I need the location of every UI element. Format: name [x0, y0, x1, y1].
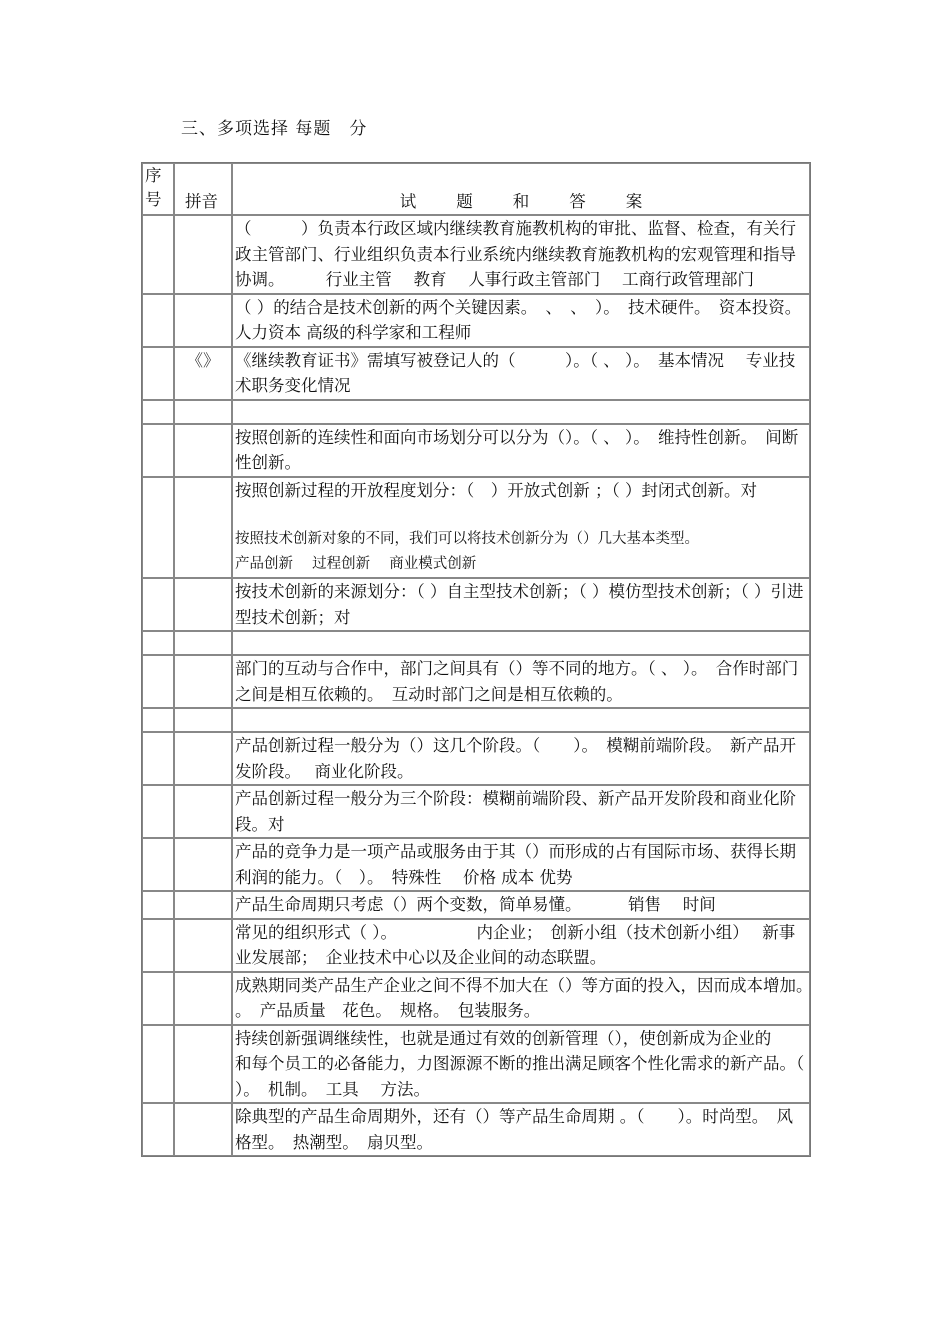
row-seq — [142, 631, 174, 655]
row-text-main: 按照创新过程的开放程度划分：（ ）开放式创新 ；（ ）封闭式创新。对 — [235, 480, 757, 500]
row-text: 产品创新过程一般分为三个阶段：模糊前端阶段、新产品开发阶段和商业化阶段。对 — [232, 785, 810, 838]
row-seq — [142, 891, 174, 919]
table-row — [142, 631, 810, 655]
header-title-char: 和 — [512, 191, 530, 211]
row-pinyin — [174, 1025, 232, 1104]
row-seq — [142, 294, 174, 347]
row-seq — [142, 424, 174, 477]
row-pinyin — [174, 578, 232, 631]
header-title-char: 答 — [569, 191, 586, 211]
row-pinyin — [174, 838, 232, 891]
table-row — [142, 424, 810, 477]
row-pinyin: 《》 — [174, 347, 232, 400]
row-pinyin — [174, 708, 232, 732]
row-pinyin — [174, 655, 232, 708]
row-pinyin — [174, 631, 232, 655]
section-heading: 三、多项选择 每题 分 — [181, 119, 368, 139]
row-seq — [142, 919, 174, 972]
table-row — [142, 838, 810, 891]
row-text — [232, 708, 810, 732]
row-text: 除典型的产品生命周期外，还有（）等产品生命周期 。（ ）。时尚型。 风格型。 热潮型。 扇贝型。 — [232, 1103, 810, 1156]
table-row — [142, 477, 810, 579]
row-text: 按技术创新的来源划分：（ ）自主型技术创新；（ ）模仿型技术创新；（ ）引进型技术创新；对 — [232, 578, 810, 631]
table-row — [142, 919, 810, 972]
row-seq — [142, 477, 174, 579]
row-pinyin — [174, 477, 232, 579]
row-seq — [142, 400, 174, 424]
row-seq — [142, 1103, 174, 1156]
header-title-char: 题 — [456, 191, 473, 211]
row-pinyin — [174, 294, 232, 347]
row-pinyin — [174, 732, 232, 785]
qa-table — [141, 162, 859, 1157]
header-seq: 序号 — [142, 163, 174, 215]
row-text: 产品的竞争力是一项产品或服务由于其（）而形成的占有国际市场、获得长期利润的能力。（ ）。 特殊性 价格 成本 优势 — [232, 838, 810, 891]
table-row — [142, 578, 810, 631]
row-seq — [142, 732, 174, 785]
table-header-row — [142, 163, 810, 215]
row-seq — [142, 785, 174, 838]
header-title-char: 案 — [625, 191, 643, 211]
row-pinyin — [174, 972, 232, 1025]
row-pinyin — [174, 400, 232, 424]
row-text: 成熟期同类产品生产企业之间不得不加大在（）等方面的投入，因而成本增加。 。 产品质量 花色。 规格。 包装服务。 — [232, 972, 810, 1025]
table-row — [142, 215, 810, 294]
row-seq — [142, 1025, 174, 1104]
row-seq — [142, 215, 174, 294]
row-pinyin — [174, 215, 232, 294]
row-text — [232, 477, 810, 579]
table-row — [142, 972, 810, 1025]
row-text: 按照创新的连续性和面向市场划分可以分为（）。（ 、 ）。 维持性创新。 间断性创新。 — [232, 424, 810, 477]
table-row — [142, 655, 810, 708]
table-row — [142, 708, 810, 732]
row-text: 常见的组织形式（ ）。 内企业； 创新小组（技术创新小组） 新事业发展部； 企业技术中心以及企业间的动态联盟。 — [232, 919, 810, 972]
table-row — [142, 294, 810, 347]
row-text: 部门的互动与合作中，部门之间具有（）等不同的地方。（ 、 ）。 合作时部门之间是相互依赖的。 互动时部门之间是相互依赖的。 — [232, 655, 810, 708]
table-row — [142, 347, 810, 400]
row-text-extra: 按照技术创新对象的不同，我们可以将技术创新分为（）几大基本类型。 — [235, 531, 699, 547]
row-pinyin — [174, 424, 232, 477]
row-pinyin — [174, 1103, 232, 1156]
row-seq — [142, 708, 174, 732]
row-seq — [142, 347, 174, 400]
table-row — [142, 732, 810, 785]
table-row — [142, 1025, 810, 1104]
row-text-extra: 产品创新 过程创新 商业模式创新 — [235, 556, 477, 572]
row-text: 产品生命周期只考虑（）两个变数，简单易懂。 销售 时间 — [232, 891, 810, 919]
header-pinyin: 拼音 — [174, 163, 232, 215]
row-text: 产品创新过程一般分为（）这几个阶段。（ ）。 模糊前端阶段。 新产品开发阶段。 商业化阶段。 — [232, 732, 810, 785]
row-seq — [142, 655, 174, 708]
table-row — [142, 1103, 810, 1156]
row-text: 《继续教育证书》需填写被登记人的（ ）。（ 、 ）。 基本情况 专业技术职务变化情况 — [232, 347, 810, 400]
row-seq — [142, 972, 174, 1025]
table-row — [142, 400, 810, 424]
row-seq — [142, 838, 174, 891]
row-text: （ ）负责本行政区域内继续教育施教机构的审批、监督、检查，有关行政主管部门、行业组织负责本行业系统内继续教育施教机构的宏观管理和指导协调。 行业主管 教育 人事行政主管部门 工商行政管理部门 — [232, 215, 810, 294]
row-text: 持续创新强调继续性，也就是通过有效的创新管理（），使创新成为企业的 和每个员工的必备能力，力图源源不断的推出满足顾客个性化需求的新产品。（ ）。 机制。 工具 方法。 — [232, 1025, 810, 1104]
row-seq — [142, 578, 174, 631]
table-row — [142, 785, 810, 838]
row-text: （ ）的结合是技术创新的两个关键因素。 、 、 ）。 技术硬件。 资本投资。 人力资本 高级的科学家和工程师 — [232, 294, 810, 347]
row-pinyin — [174, 785, 232, 838]
row-pinyin — [174, 891, 232, 919]
row-text — [232, 400, 810, 424]
table-row — [142, 891, 810, 919]
header-title-char: 试 — [399, 191, 417, 211]
row-text — [232, 631, 810, 655]
header-title — [232, 163, 810, 215]
row-pinyin — [174, 919, 232, 972]
